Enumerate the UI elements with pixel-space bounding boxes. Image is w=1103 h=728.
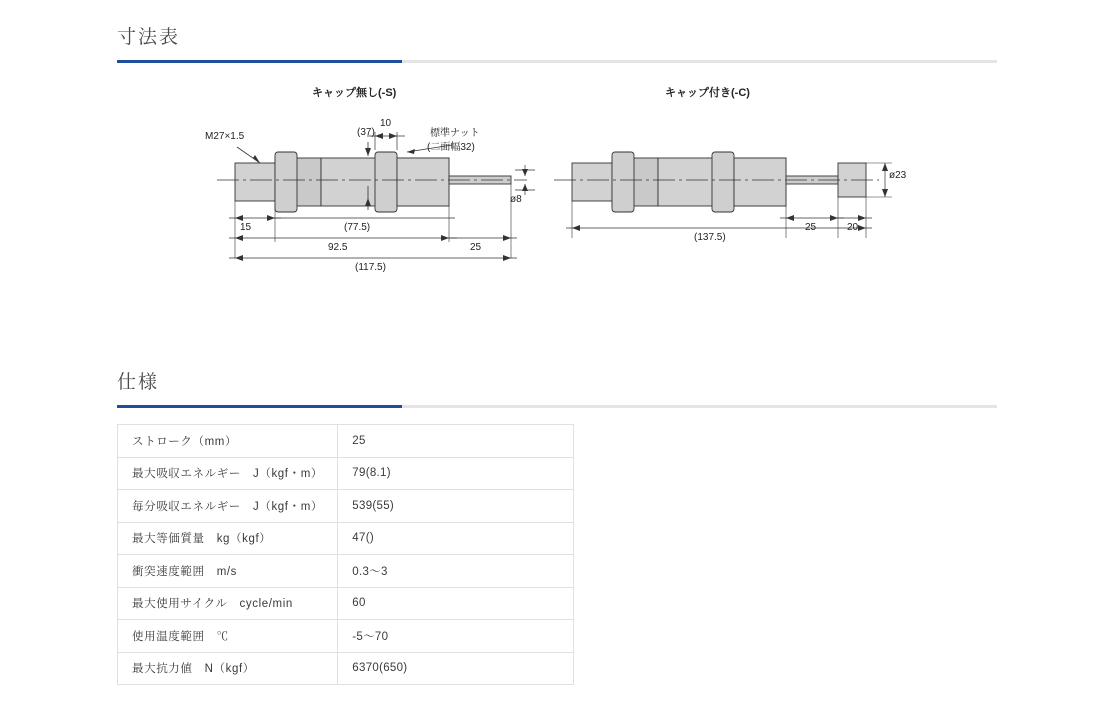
spec-section-title: 仕様 [117, 372, 160, 393]
spec-row-label: 毎分吸収エネルギー J（kgf・m） [118, 490, 338, 523]
label-dim-20: 20 [847, 222, 859, 233]
table-row [118, 425, 574, 458]
dimensions-section-title: 寸法表 [117, 27, 181, 48]
spec-row-value: 6370(650) [338, 652, 574, 685]
spec-table [117, 424, 574, 685]
spec-row-label: ストローク（mm） [118, 425, 338, 458]
label-nut-width: (二面幅32) [427, 142, 475, 153]
table-row [118, 587, 574, 620]
label-dim-77-5: (77.5) [344, 222, 371, 233]
label-dim-117-5: (117.5) [355, 262, 386, 273]
label-cap-diameter: ø23 [889, 170, 907, 181]
label-rod-diameter: ø8 [510, 194, 522, 205]
label-dim-92-5: 92.5 [328, 242, 348, 253]
label-dim-15: 15 [240, 222, 252, 233]
label-dim-25-s: 25 [470, 242, 482, 253]
table-row [118, 522, 574, 555]
table-row [118, 555, 574, 588]
variant-c-caption: キャップ付き(-C) [665, 87, 750, 99]
variant-s-caption: キャップ無し(-S) [312, 87, 397, 99]
spec-row-label: 最大抗力値 N（kgf） [118, 652, 338, 685]
spec-row-value: 60 [338, 587, 574, 620]
dimension-drawing [117, 70, 997, 310]
label-thread-m27: M27×1.5 [205, 131, 245, 142]
spec-section-rule [117, 405, 997, 408]
spec-row-label: 使用温度範囲 ℃ [118, 620, 338, 653]
spec-row-label: 最大吸収エネルギー J（kgf・m） [118, 457, 338, 490]
table-row [118, 457, 574, 490]
label-dim-137-5: (137.5) [694, 232, 726, 243]
spec-row-value: 539(55) [338, 490, 574, 523]
table-row [118, 620, 574, 653]
spec-row-value: 79(8.1) [338, 457, 574, 490]
spec-row-value: 0.3〜3 [338, 555, 574, 588]
spec-row-value: 47() [338, 522, 574, 555]
label-dim-25-c: 25 [805, 222, 817, 233]
drawing-svg [117, 70, 997, 310]
spec-row-label: 最大使用サイクル cycle/min [118, 587, 338, 620]
label-height-37: (37) [357, 127, 375, 138]
spec-row-value: 25 [338, 425, 574, 458]
label-standard-nut: 標準ナット [430, 128, 480, 139]
dimensions-section-rule [117, 60, 997, 63]
spec-row-label: 最大等価質量 kg（kgf） [118, 522, 338, 555]
label-len-10: 10 [380, 118, 392, 129]
table-row [118, 490, 574, 523]
spec-row-label: 衝突速度範囲 m/s [118, 555, 338, 588]
table-row [118, 652, 574, 685]
spec-table-body [118, 425, 574, 685]
spec-row-value: -5〜70 [338, 620, 574, 653]
